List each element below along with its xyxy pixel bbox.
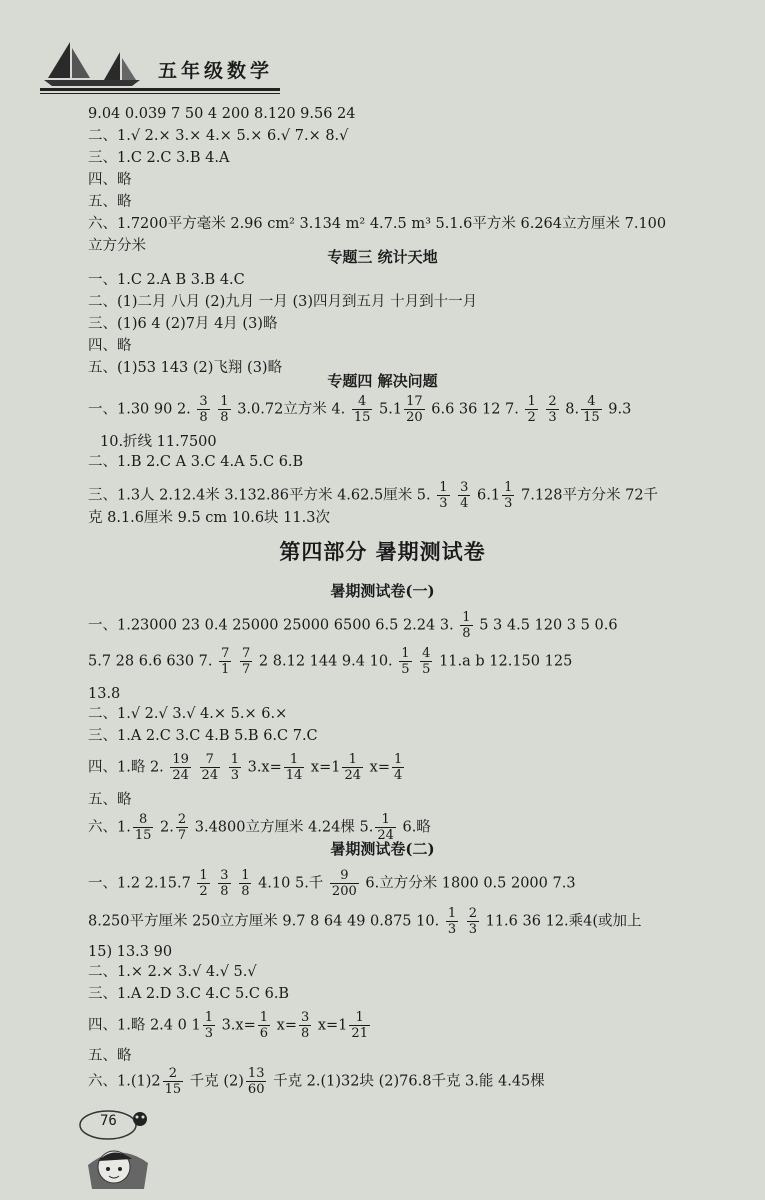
answer-line: 六、1.7200平方毫米 2.96 cm² 3.134 m² 4.7.5 m³ 5.1.6平方米 6.264立方厘米 7.100 bbox=[88, 216, 667, 232]
fraction: $\frac{1}{2}$ bbox=[199, 868, 208, 899]
answer-line: 一、1.C 2.A B 3.B 4.C bbox=[88, 272, 245, 288]
section-heading: 专题三 统计天地 bbox=[327, 248, 438, 266]
fraction: $\frac{1}{3}$ bbox=[447, 906, 457, 937]
answer-line: 15) 13.3 90 bbox=[88, 944, 173, 960]
fraction: $\frac{1}{3}$ bbox=[204, 1010, 213, 1041]
fraction: $\frac{9}{200}$ bbox=[331, 868, 357, 899]
answer-line: 四、略 bbox=[88, 172, 132, 188]
answer-line: 8.250平方厘米 250立方厘米 9.7 8 64 49 0.875 10. $\frac{1}{3}$ $\frac{2}{3}$ 11.6 36 12.乘4(或加上 bbox=[88, 906, 642, 937]
answer-line: 四、1.略 2.4 0 1 $\frac{1}{3}$ 3.x= $\frac{1}{6}$ x= $\frac{3}{8}$ x=1 $\frac{1}{21}$ bbox=[88, 1010, 368, 1041]
answer-line: 三、(1)6 4 (2)7月 4月 (3)略 bbox=[88, 316, 278, 332]
fraction: $\frac{4}{15}$ bbox=[583, 394, 600, 425]
fraction: $\frac{3}{8}$ bbox=[199, 394, 208, 425]
section-heading: 暑期测试卷(一) bbox=[330, 582, 435, 600]
sailboat-icon bbox=[40, 38, 150, 90]
answer-line: 二、(1)二月 八月 (2)九月 一月 (3)四月到五月 十月到十一月 bbox=[88, 294, 478, 310]
answer-line: 立方分米 bbox=[88, 238, 146, 254]
answer-line: 三、1.A 2.C 3.C 4.B 5.B 6.C 7.C bbox=[88, 728, 318, 744]
answer-line: 二、1.B 2.C A 3.C 4.A 5.C 6.B bbox=[88, 454, 304, 470]
page-footer bbox=[78, 1105, 163, 1195]
answer-line: 五、略 bbox=[88, 194, 132, 210]
fraction: $\frac{1}{8}$ bbox=[241, 868, 250, 899]
answer-line: 四、1.略 2. $\frac{19}{24}$ $\frac{7}{24}$ $\frac{1}{3}$ 3.x= $\frac{1}{14}$ x=1 $\frac{1}{24}$ x= $\frac{1}{4}$ bbox=[88, 752, 403, 783]
answer-line: 六、1.(1)2 $\frac{2}{15}$ 千克 (2) $\frac{13}{60}$ 千克 2.(1)32块 (2)76.8千克 3.能 4.45棵 bbox=[88, 1066, 545, 1097]
fraction: $\frac{7}{7}$ bbox=[242, 646, 251, 677]
answer-line: 五、(1)53 143 (2)飞翔 (3)略 bbox=[88, 360, 283, 376]
answer-line: 三、1.A 2.D 3.C 4.C 5.C 6.B bbox=[88, 986, 290, 1002]
answer-line: 六、1. $\frac{8}{15}$ 2. $\frac{2}{7}$ 3.4800立方厘米 4.24棵 5. $\frac{1}{24}$ 6.略 bbox=[88, 812, 431, 843]
answer-line: 13.8 bbox=[88, 686, 121, 702]
answer-line: 克 8.1.6厘米 9.5 cm 10.6块 11.3次 bbox=[88, 510, 330, 526]
fraction: $\frac{3}{4}$ bbox=[460, 480, 469, 511]
answer-line: 三、1.C 2.C 3.B 4.A bbox=[88, 150, 230, 166]
answer-line: 一、1.30 90 2. $\frac{3}{8}$ $\frac{1}{8}$ 3.0.72立方米 4. $\frac{4}{15}$ 5.1 $\frac{17}{20}$ 6.6 36 12 7. $\frac{1}{2}$ $\frac{2}{3}$ 8. $\frac{4}{15}$ 9.3 bbox=[88, 394, 632, 425]
fraction: $\frac{4}{5}$ bbox=[422, 646, 431, 677]
fraction: $\frac{8}{15}$ bbox=[134, 812, 152, 843]
header-title: 五年级数学 bbox=[158, 60, 274, 82]
answer-line: 五、略 bbox=[88, 792, 132, 808]
fraction: $\frac{7}{1}$ bbox=[221, 646, 230, 677]
fraction: $\frac{3}{8}$ bbox=[300, 1010, 310, 1041]
fraction: $\frac{2}{15}$ bbox=[164, 1066, 182, 1097]
section-heading: 暑期测试卷(二) bbox=[330, 840, 435, 858]
answer-line: 10.折线 11.7500 bbox=[100, 434, 217, 450]
answer-line: 四、略 bbox=[88, 338, 132, 354]
page-header bbox=[40, 38, 290, 94]
fraction: $\frac{1}{8}$ bbox=[220, 394, 229, 425]
fraction: $\frac{17}{20}$ bbox=[406, 394, 423, 425]
page-number: 76 bbox=[100, 1113, 117, 1129]
fraction: $\frac{1}{3}$ bbox=[230, 752, 239, 783]
answer-line: 五、略 bbox=[88, 1048, 132, 1064]
fraction: $\frac{7}{24}$ bbox=[201, 752, 219, 783]
fraction: $\frac{1}{3}$ bbox=[439, 480, 448, 511]
fraction: $\frac{2}{3}$ bbox=[468, 906, 477, 937]
fraction: $\frac{4}{15}$ bbox=[353, 394, 371, 425]
fraction: $\frac{1}{6}$ bbox=[259, 1010, 269, 1041]
answer-line: 一、1.2 2.15.7 $\frac{1}{2}$ $\frac{3}{8}$ $\frac{1}{8}$ 4.10 5.千 $\frac{9}{200}$ 6.立方分米 1800 0.5 2000 7.3 bbox=[88, 868, 576, 899]
fraction: $\frac{1}{24}$ bbox=[377, 812, 394, 843]
fraction: $\frac{1}{3}$ bbox=[504, 480, 513, 511]
fraction: $\frac{1}{8}$ bbox=[462, 610, 471, 641]
fraction: $\frac{3}{8}$ bbox=[220, 868, 229, 899]
answer-line: 5.7 28 6.6 630 7. $\frac{7}{1}$ $\frac{7}{7}$ 2 8.12 144 9.4 10. $\frac{1}{5}$ $\frac{4}{5}$ 11.a b 12.150 125 bbox=[88, 646, 573, 677]
header-rule bbox=[40, 88, 280, 91]
cartoon-kid-icon bbox=[78, 1105, 163, 1195]
fraction: $\frac{19}{24}$ bbox=[172, 752, 189, 783]
answer-line: 三、1.3人 2.12.4米 3.132.86平方米 4.62.5厘米 5. $\frac{1}{3}$ $\frac{3}{4}$ 6.1 $\frac{1}{3}$ 7.128平方分米 72千 bbox=[88, 480, 659, 511]
fraction: $\frac{1}{2}$ bbox=[527, 394, 536, 425]
answer-line: 二、1.√ 2.√ 3.√ 4.× 5.× 6.× bbox=[88, 706, 288, 722]
answer-line: 9.04 0.039 7 50 4 200 8.120 9.56 24 bbox=[88, 106, 356, 122]
fraction: $\frac{1}{4}$ bbox=[393, 752, 403, 783]
fraction: $\frac{1}{24}$ bbox=[344, 752, 362, 783]
section-heading: 专题四 解决问题 bbox=[327, 372, 438, 390]
answer-line: 一、1.23000 23 0.4 25000 25000 6500 6.5 2.24 3. $\frac{1}{8}$ 5 3 4.5 120 3 5 0.6 bbox=[88, 610, 618, 641]
answer-line: 二、1.√ 2.× 3.× 4.× 5.× 6.√ 7.× 8.√ bbox=[88, 128, 349, 144]
fraction: $\frac{1}{21}$ bbox=[351, 1010, 368, 1041]
part-heading: 第四部分 暑期测试卷 bbox=[279, 539, 486, 564]
fraction: $\frac{2}{7}$ bbox=[177, 812, 187, 843]
header-rule-thin bbox=[40, 93, 280, 94]
fraction: $\frac{2}{3}$ bbox=[548, 394, 557, 425]
answer-line: 二、1.× 2.× 3.√ 4.√ 5.√ bbox=[88, 964, 257, 980]
fraction: $\frac{1}{14}$ bbox=[285, 752, 303, 783]
fraction: $\frac{13}{60}$ bbox=[247, 1066, 265, 1097]
fraction: $\frac{1}{5}$ bbox=[401, 646, 410, 677]
